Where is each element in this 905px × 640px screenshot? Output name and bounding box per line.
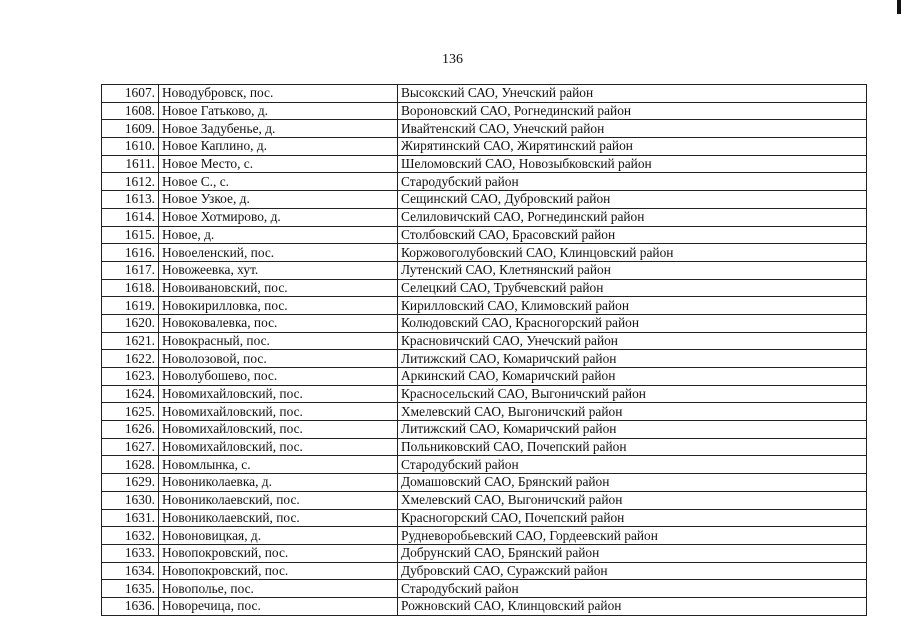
- row-number: 1635.: [102, 580, 159, 598]
- table-row: [102, 509, 867, 527]
- district-name: Высокский САО, Унечский район: [398, 85, 867, 103]
- table-row: [102, 85, 867, 103]
- settlement-name: Новожеевка, хут.: [159, 261, 398, 279]
- settlement-name: Новое Хотмирово, д.: [159, 208, 398, 226]
- district-name: Рудневоробьевский САО, Гордеевский район: [398, 527, 867, 545]
- district-name: Селиловичский САО, Рогнединский район: [398, 208, 867, 226]
- row-number: 1625.: [102, 403, 159, 421]
- district-name: Шеломовский САО, Новозыбковский район: [398, 155, 867, 173]
- settlement-name: Новомихайловский, пос.: [159, 385, 398, 403]
- row-number: 1624.: [102, 385, 159, 403]
- settlement-name: Новополье, пос.: [159, 580, 398, 598]
- settlement-name: Новое, д.: [159, 226, 398, 244]
- table-row: [102, 155, 867, 173]
- district-name: Вороновский САО, Рогнединский район: [398, 102, 867, 120]
- row-number: 1614.: [102, 208, 159, 226]
- settlement-name: Новоеленский, пос.: [159, 244, 398, 262]
- table-row: [102, 456, 867, 474]
- district-name: Добрунский САО, Брянский район: [398, 544, 867, 562]
- page-number: 136: [442, 52, 463, 67]
- settlement-name: Новое Место, с.: [159, 155, 398, 173]
- district-name: Стародубский район: [398, 580, 867, 598]
- row-number: 1623.: [102, 368, 159, 386]
- settlement-name: Новомлынка, с.: [159, 456, 398, 474]
- settlement-name: Новое Гатьково, д.: [159, 102, 398, 120]
- table-row: [102, 421, 867, 439]
- table-row: [102, 138, 867, 156]
- table-row: [102, 527, 867, 545]
- row-number: 1616.: [102, 244, 159, 262]
- row-number: 1613.: [102, 191, 159, 209]
- district-name: Литижский САО, Комаричский район: [398, 421, 867, 439]
- row-number: 1633.: [102, 544, 159, 562]
- row-number: 1632.: [102, 527, 159, 545]
- settlement-name: Новопокровский, пос.: [159, 544, 398, 562]
- district-name: Дубровский САО, Суражский район: [398, 562, 867, 580]
- row-number: 1631.: [102, 509, 159, 527]
- table-row: [102, 314, 867, 332]
- district-name: Лутенский САО, Клетнянский район: [398, 261, 867, 279]
- row-number: 1636.: [102, 597, 159, 615]
- margin-mark: [897, 0, 901, 14]
- row-number: 1619.: [102, 297, 159, 315]
- settlements-table: [101, 84, 867, 616]
- table-row: [102, 297, 867, 315]
- district-name: Литижский САО, Комаричский район: [398, 350, 867, 368]
- row-number: 1626.: [102, 421, 159, 439]
- district-name: Красновичский САО, Унечский район: [398, 332, 867, 350]
- district-name: Аркинский САО, Комаричский район: [398, 368, 867, 386]
- table-row: [102, 403, 867, 421]
- settlement-name: Новомихайловский, пос.: [159, 403, 398, 421]
- settlement-name: Новое Задубенье, д.: [159, 120, 398, 138]
- table-row: [102, 120, 867, 138]
- table-row: [102, 226, 867, 244]
- district-name: Колюдовский САО, Красногорский район: [398, 314, 867, 332]
- settlement-name: Новомихайловский, пос.: [159, 421, 398, 439]
- district-name: Стародубский район: [398, 456, 867, 474]
- row-number: 1620.: [102, 314, 159, 332]
- settlement-name: Новое С., с.: [159, 173, 398, 191]
- table-row: [102, 544, 867, 562]
- row-number: 1628.: [102, 456, 159, 474]
- table-row: [102, 597, 867, 615]
- district-name: Красносельский САО, Выгоничский район: [398, 385, 867, 403]
- settlement-name: Новоречица, пос.: [159, 597, 398, 615]
- district-name: Кирилловский САО, Климовский район: [398, 297, 867, 315]
- row-number: 1634.: [102, 562, 159, 580]
- district-name: Польниковский САО, Почепский район: [398, 438, 867, 456]
- settlement-name: Новониколаевка, д.: [159, 474, 398, 492]
- row-number: 1615.: [102, 226, 159, 244]
- settlement-name: Новое Каплино, д.: [159, 138, 398, 156]
- row-number: 1609.: [102, 120, 159, 138]
- table-row: [102, 385, 867, 403]
- district-name: Красногорский САО, Почепский район: [398, 509, 867, 527]
- table-row: [102, 208, 867, 226]
- table-row: [102, 368, 867, 386]
- table-row: [102, 332, 867, 350]
- table-row: [102, 438, 867, 456]
- settlement-name: Новое Узкое, д.: [159, 191, 398, 209]
- table-row: [102, 562, 867, 580]
- row-number: 1630.: [102, 491, 159, 509]
- settlement-name: Новодубровск, пос.: [159, 85, 398, 103]
- settlement-name: Новокрасный, пос.: [159, 332, 398, 350]
- district-name: Селецкий САО, Трубчевский район: [398, 279, 867, 297]
- table-row: [102, 474, 867, 492]
- settlement-name: Новоновицкая, д.: [159, 527, 398, 545]
- district-name: Домашовский САО, Брянский район: [398, 474, 867, 492]
- table-row: [102, 580, 867, 598]
- settlement-name: Новониколаевский, пос.: [159, 509, 398, 527]
- table-row: [102, 244, 867, 262]
- row-number: 1607.: [102, 85, 159, 103]
- district-name: Хмелевский САО, Выгоничский район: [398, 491, 867, 509]
- district-name: Стародубский район: [398, 173, 867, 191]
- table-row: [102, 191, 867, 209]
- settlement-name: Новониколаевский, пос.: [159, 491, 398, 509]
- table-body: [102, 85, 867, 616]
- table-row: [102, 279, 867, 297]
- district-name: Коржовоголубовский САО, Клинцовский район: [398, 244, 867, 262]
- settlement-name: Новокирилловка, пос.: [159, 297, 398, 315]
- row-number: 1627.: [102, 438, 159, 456]
- district-name: Рожновский САО, Клинцовский район: [398, 597, 867, 615]
- settlement-name: Новоковалевка, пос.: [159, 314, 398, 332]
- table-row: [102, 261, 867, 279]
- settlement-name: Новолозовой, пос.: [159, 350, 398, 368]
- settlement-name: Новомихайловский, пос.: [159, 438, 398, 456]
- row-number: 1629.: [102, 474, 159, 492]
- district-name: Хмелевский САО, Выгоничский район: [398, 403, 867, 421]
- row-number: 1608.: [102, 102, 159, 120]
- row-number: 1617.: [102, 261, 159, 279]
- district-name: Ивайтенский САО, Унечский район: [398, 120, 867, 138]
- settlement-name: Новолубошево, пос.: [159, 368, 398, 386]
- row-number: 1610.: [102, 138, 159, 156]
- table-row: [102, 491, 867, 509]
- settlement-name: Новопокровский, пос.: [159, 562, 398, 580]
- row-number: 1622.: [102, 350, 159, 368]
- row-number: 1618.: [102, 279, 159, 297]
- district-name: Жирятинский САО, Жирятинский район: [398, 138, 867, 156]
- table-row: [102, 102, 867, 120]
- row-number: 1611.: [102, 155, 159, 173]
- table-row: [102, 350, 867, 368]
- row-number: 1612.: [102, 173, 159, 191]
- district-name: Сещинский САО, Дубровский район: [398, 191, 867, 209]
- table-row: [102, 173, 867, 191]
- settlement-name: Новоивановский, пос.: [159, 279, 398, 297]
- district-name: Столбовский САО, Брасовский район: [398, 226, 867, 244]
- row-number: 1621.: [102, 332, 159, 350]
